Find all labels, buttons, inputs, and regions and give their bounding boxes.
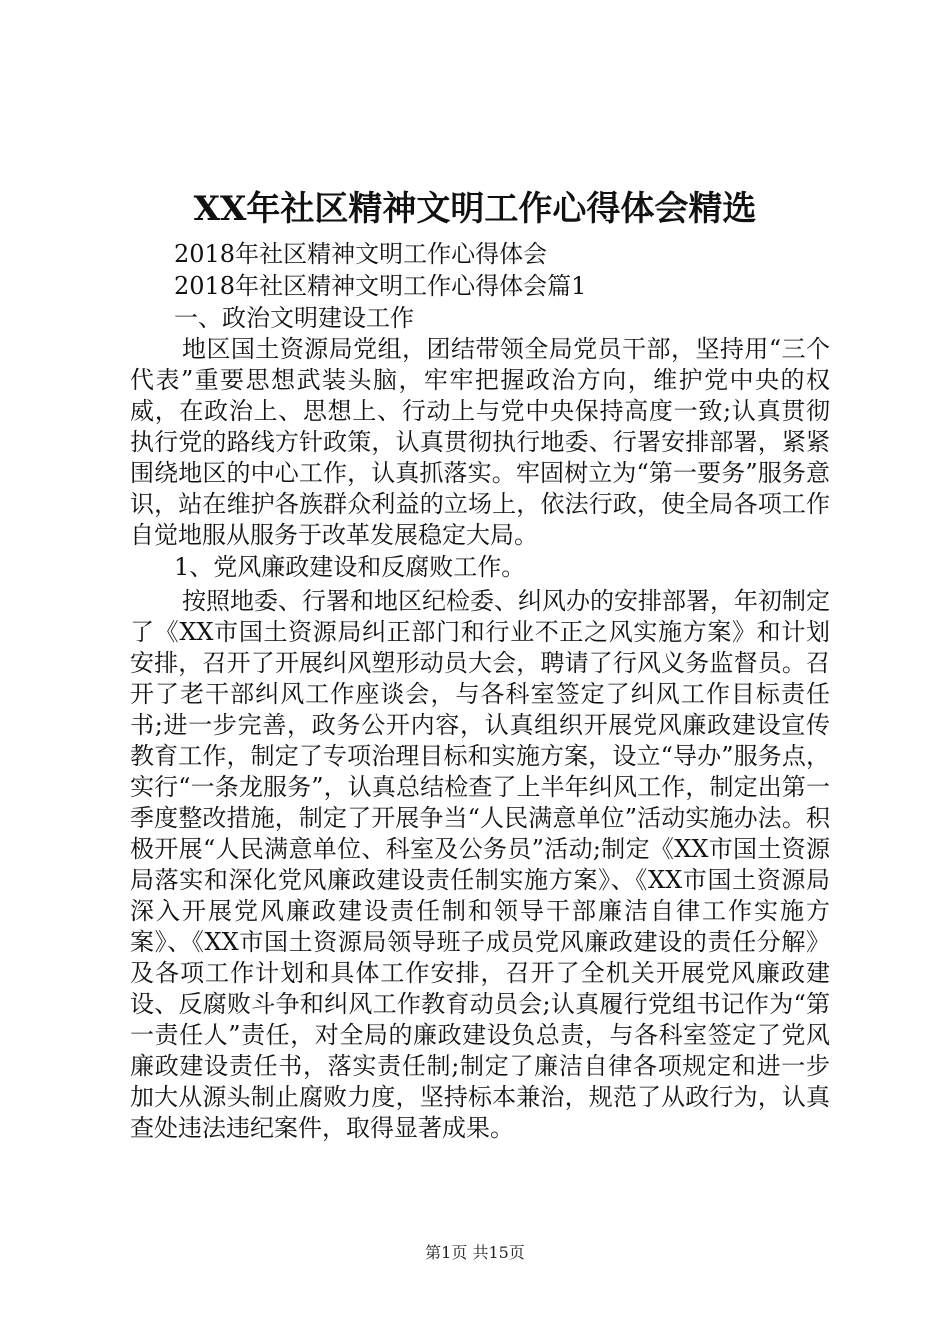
paragraph-party-conduct: 按照地委、行署和地区纪检委、纠风办的安排部署，年初制定了《XX市国土资源局纠正部门和行业不正之风实施方案》和计划安排，召开了开展纠风塑形动员大会，聘请了行风义务监督员。召开了老干部纠风工作座谈会，与各科室签定了纠风工作目标责任书;进一步完善，政务公开内容，认真组织开展党风廉政建设宣传教育工作，制定了专项治理目标和实施方案，设立“导办”服务点，实行“一条龙服务”，认真总结检查了上半年纠风工作，制定出第一季度整改措施，制定了开展争当“人民满意单位”活动实施办法。积极开展“人民满意单位、科室及公务员”活动;制定《XX市国土资源局落实和深化党风廉政建设责任制实施方案》、《XX市国土资源局深入开展党风廉政建设责任制和领导干部廉洁自律工作实施方案》、《XX市国土资源局领导班子成员党风廉政建设的责任分解》及各项工作计划和具体工作安排，召开了全机关开展党风廉政建设、反腐败斗争和纠风工作教育动员会;认真履行党组书记作为“第一责任人”责任，对全局的廉政建设负总责，与各科室签定了党风廉政建设责任书，落实责任制;制定了廉洁自律各项规定和进一步加大从源头制止腐败力度，坚持标本兼治，规范了从政行为，认真查处违法违纪案件，取得显著成果。 [130, 587, 830, 1142]
subtitle-line-2: 2018年社区精神文明工作心得体会篇1 [174, 272, 587, 300]
document-body [130, 238, 830, 1144]
subtitle-line-1: 2018年社区精神文明工作心得体会 [174, 240, 548, 268]
paragraph-political-civilization: 地区国土资源局党组，团结带领全局党员干部，坚持用“三个代表”重要思想武装头脑，牢牢把握政治方向，维护党中央的权威，在政治上、思想上、行动上与党中央保持高度一致;认真贯彻执行党的路线方针政策，认真贯彻执行地委、行署安排部署，紧紧围绕地区的中心工作，认真抓落实。牢固树立为“第一要务”服务意识，站在维护各族群众利益的立场上，依法行政，使全局各项工作自觉地服从服务于改革发展稳定大局。 [130, 335, 830, 549]
document-title: XX年社区精神文明工作心得体会精选 [193, 189, 757, 229]
subsection-heading: 1、党风廉政建设和反腐败工作。 [174, 553, 526, 581]
section-heading: 一、政治文明建设工作 [174, 304, 414, 332]
page-number-footer: 第1页 共15页 [425, 1243, 525, 1262]
